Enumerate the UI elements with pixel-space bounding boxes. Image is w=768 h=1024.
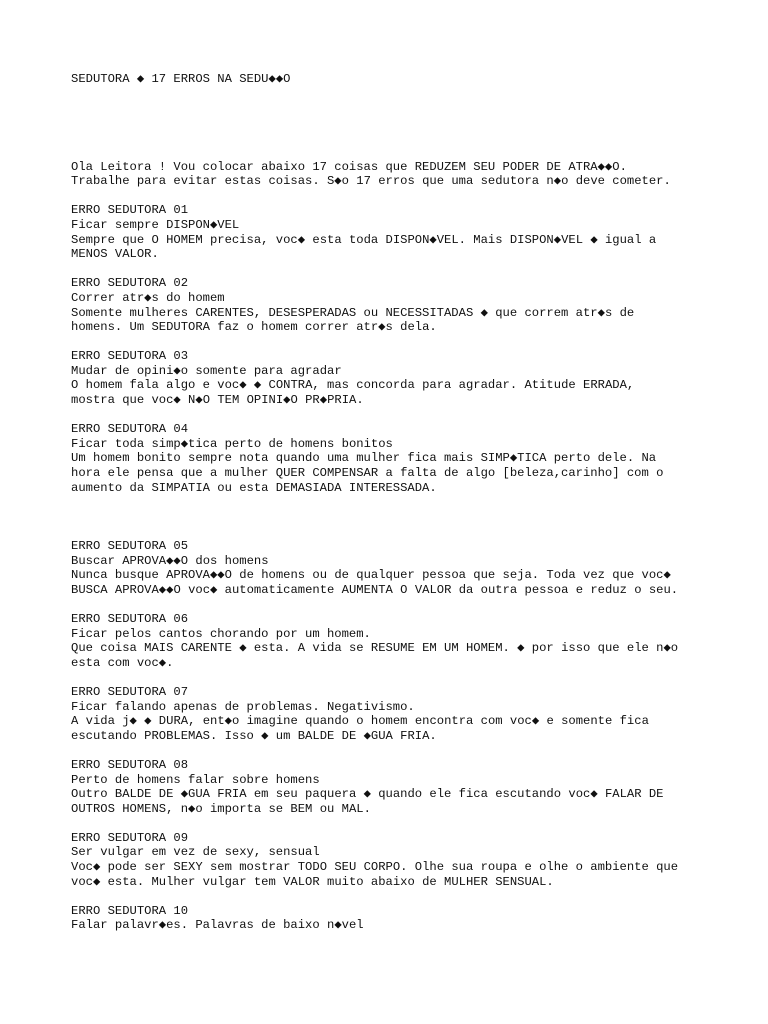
text-line: Somente mulheres CARENTES, DESESPERADAS ou NECESSITADAS ◆ que correm atr◆s de bbox=[71, 305, 635, 320]
text-line: SEDUTORA ◆ 17 ERROS NA SEDU◆◆O bbox=[71, 72, 291, 86]
text-line: ERRO SEDUTORA 10 bbox=[71, 903, 189, 918]
text-line: aumento da SIMPATIA ou esta DEMASIADA INTERESSADA. bbox=[71, 480, 437, 495]
blank-line bbox=[71, 101, 751, 116]
text-line: voc◆ esta. Mulher vulgar tem VALOR muito abaixo de MULHER SENSUAL. bbox=[71, 874, 554, 889]
blank-line bbox=[71, 189, 751, 204]
blank-line bbox=[71, 524, 751, 539]
text-line: ERRO SEDUTORA 09 bbox=[71, 830, 189, 845]
text-line: Que coisa MAIS CARENTE ◆ esta. A vida se RESUME EM UM HOMEM. ◆ por isso que ele n◆o bbox=[71, 641, 679, 656]
text-line: Ficar toda simp◆tica perto de homens bonitos bbox=[71, 436, 393, 451]
text-line: Ficar falando apenas de problemas. Negativismo. bbox=[71, 699, 415, 714]
text-line: Outro BALDE DE ◆GUA FRIA em seu paquera ◆ quando ele fica escutando voc◆ FALAR DE bbox=[71, 787, 664, 802]
blank-line bbox=[71, 510, 751, 525]
text-line: Buscar APROVA◆◆O dos homens bbox=[71, 553, 269, 568]
blank-line bbox=[71, 670, 751, 685]
text-line: O homem fala algo e voc◆ ◆ CONTRA, mas concorda para agradar. Atitude ERRADA, bbox=[71, 378, 635, 393]
text-line: BUSCA APROVA◆◆O voc◆ automaticamente AUMENTA O VALOR da outra pessoa e reduz o seu. bbox=[71, 582, 679, 597]
blank-line bbox=[71, 262, 751, 277]
blank-line bbox=[71, 743, 751, 758]
blank-line bbox=[71, 145, 751, 160]
text-line: Ficar pelos cantos chorando por um homem. bbox=[71, 626, 371, 641]
text-line: Falar palavr◆es. Palavras de baixo n◆vel bbox=[71, 918, 364, 933]
blank-line bbox=[71, 408, 751, 423]
text-line: Nunca busque APROVA◆◆O de homens ou de qualquer pessoa que seja. Toda vez que voc◆ bbox=[71, 568, 671, 583]
text-line: esta com voc◆. bbox=[71, 655, 174, 670]
text-line: ERRO SEDUTORA 03 bbox=[71, 349, 189, 364]
text-line: Trabalhe para evitar estas coisas. S◆o 17 erros que uma sedutora n◆o deve cometer. bbox=[71, 174, 671, 189]
text-line: homens. Um SEDUTORA faz o homem correr atr◆s dela. bbox=[71, 320, 437, 335]
document-body bbox=[71, 72, 751, 933]
blank-line bbox=[71, 335, 751, 350]
text-line: Ser vulgar em vez de sexy, sensual bbox=[71, 845, 320, 860]
text-line: Sempre que O HOMEM precisa, voc◆ esta toda DISPON◆VEL. Mais DISPON◆VEL ◆ igual a bbox=[71, 232, 657, 247]
blank-line bbox=[71, 116, 751, 131]
text-line: OUTROS HOMENS, n◆o importa se BEM ou MAL. bbox=[71, 801, 371, 816]
blank-line bbox=[71, 889, 751, 904]
text-line: ERRO SEDUTORA 04 bbox=[71, 422, 189, 437]
text-line: Mudar de opini◆o somente para agradar bbox=[71, 363, 342, 378]
text-line: ERRO SEDUTORA 07 bbox=[71, 684, 189, 699]
text-line: escutando PROBLEMAS. Isso ◆ um BALDE DE ◆GUA FRIA. bbox=[71, 728, 437, 743]
blank-line bbox=[71, 87, 751, 102]
blank-line bbox=[71, 816, 751, 831]
text-line: Perto de homens falar sobre homens bbox=[71, 772, 320, 787]
text-line: ERRO SEDUTORA 06 bbox=[71, 611, 189, 626]
text-line: Ola Leitora ! Vou colocar abaixo 17 coisas que REDUZEM SEU PODER DE ATRA◆◆O. bbox=[71, 159, 627, 174]
text-line: mostra que voc◆ N◆O TEM OPINI◆O PR◆PRIA. bbox=[71, 393, 364, 408]
text-line: ERRO SEDUTORA 01 bbox=[71, 203, 189, 218]
text-line: Correr atr◆s do homem bbox=[71, 290, 225, 305]
text-line: A vida j◆ ◆ DURA, ent◆o imagine quando o homem encontra com voc◆ e somente fica bbox=[71, 714, 649, 729]
text-line: MENOS VALOR. bbox=[71, 247, 159, 262]
text-line: ERRO SEDUTORA 08 bbox=[71, 757, 189, 772]
text-line: ERRO SEDUTORA 02 bbox=[71, 276, 189, 291]
blank-line bbox=[71, 495, 751, 510]
text-line: hora ele pensa que a mulher QUER COMPENSAR a falta de algo [beleza,carinho] com o bbox=[71, 466, 664, 481]
text-line: ERRO SEDUTORA 05 bbox=[71, 539, 189, 553]
text-line: Um homem bonito sempre nota quando uma mulher fica mais SIMP◆TICA perto dele. Na bbox=[71, 451, 657, 466]
blank-line bbox=[71, 597, 751, 612]
blank-line bbox=[71, 130, 751, 145]
text-line: Voc◆ pode ser SEXY sem mostrar TODO SEU CORPO. Olhe sua roupa e olhe o ambiente que bbox=[71, 860, 679, 875]
text-line: Ficar sempre DISPON◆VEL bbox=[71, 217, 240, 232]
